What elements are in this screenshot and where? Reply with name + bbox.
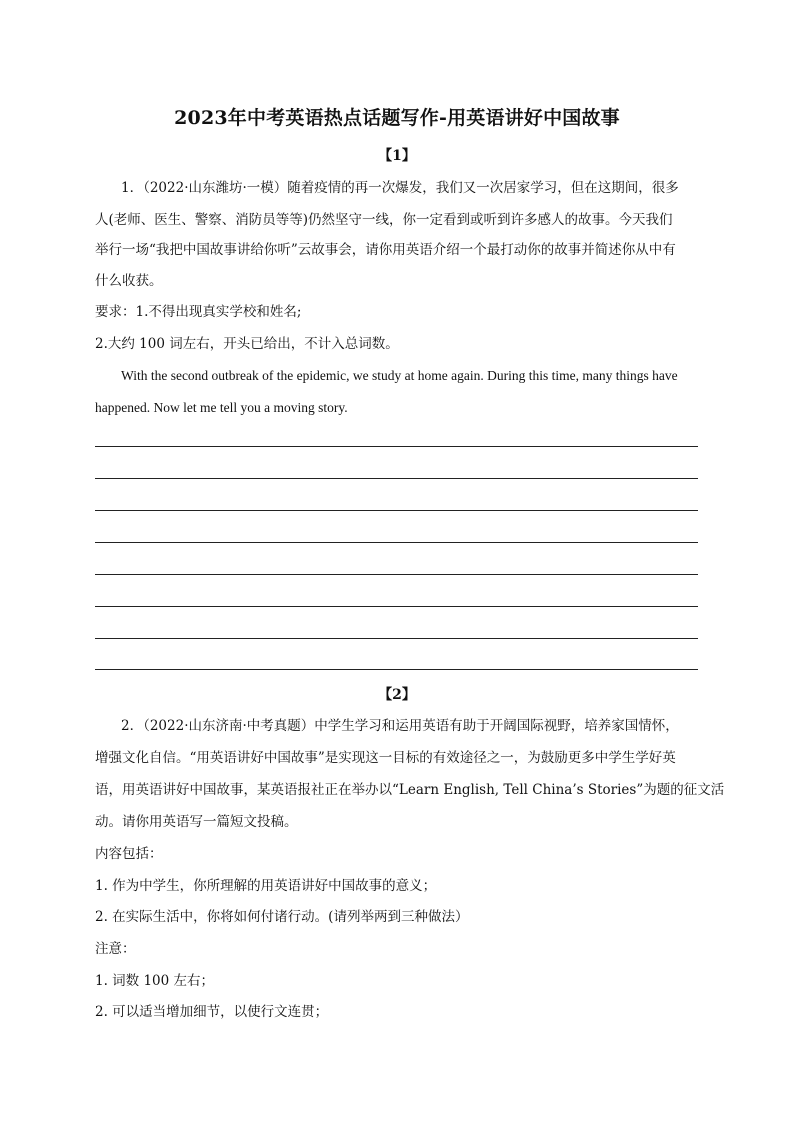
question-1-line-3: 举行一场“我把中国故事讲给你听”云故事会，请你用英语介绍一个最打动你的故事并简述你从中有 [95, 242, 676, 258]
answer-line [95, 478, 698, 479]
question-2-note-1: 1. 词数 100 左右； [95, 973, 215, 989]
section-1-heading: 【1】 [378, 148, 416, 164]
answer-line [95, 606, 698, 607]
question-2-line-2: 增强文化自信。“用英语讲好中国故事”是实现这一目标的有效途径之一，为鼓励更多中学生学好英 [95, 750, 676, 766]
answer-line [95, 574, 698, 575]
question-1-line-4: 什么收获。 [95, 273, 163, 289]
question-2-line-4: 动。请你用英语写一篇短文投稿。 [95, 814, 298, 830]
question-1-requirement-1: 要求：1.不得出现真实学校和姓名; [95, 304, 302, 320]
question-2-line-1: 2．（2022·山东济南·中考真题）中学生学习和运用英语有助于开阔国际视野，培养家国情怀， [121, 718, 679, 734]
answer-line [95, 669, 698, 670]
page-title: 2023年中考英语热点话题写作-用英语讲好中国故事 [174, 107, 620, 129]
question-1-line-2: 人(老师、医生、警察、消防员等等)仍然坚守一线，你一定看到或听到许多感人的故事。今天我们 [95, 212, 673, 228]
section-2-heading: 【2】 [378, 687, 416, 703]
question-1-line-1: 1．（2022·山东潍坊·一模）随着疫情的再一次爆发，我们又一次居家学习，但在这期间，很多 [121, 180, 679, 196]
question-2-note-2: 2. 可以适当增加细节，以使行文连贯； [95, 1004, 329, 1020]
question-1-english-opening-2: happened. Now let me tell you a moving story. [95, 400, 348, 415]
question-2-content-item-1: 1. 作为中学生，你所理解的用英语讲好中国故事的意义； [95, 878, 437, 894]
answer-line [95, 510, 698, 511]
question-1-english-opening-1: With the second outbreak of the epidemic, we study at home again. During this time, many things have [121, 368, 678, 383]
answer-line [95, 446, 698, 447]
question-2-notes-heading: 注意： [95, 941, 136, 957]
question-2-line-3: 语，用英语讲好中国故事，某英语报社正在举办以“Learn English, Tell China’s Stories”为题的征文活 [95, 782, 725, 798]
answer-line [95, 638, 698, 639]
question-1-requirement-2: 2.大约 100 词左右，开头已给出，不计入总词数。 [95, 336, 399, 352]
question-2-content-heading: 内容包括： [95, 846, 163, 862]
question-2-content-item-2: 2. 在实际生活中，你将如何付诸行动。(请列举两到三种做法） [95, 909, 469, 925]
answer-line [95, 542, 698, 543]
